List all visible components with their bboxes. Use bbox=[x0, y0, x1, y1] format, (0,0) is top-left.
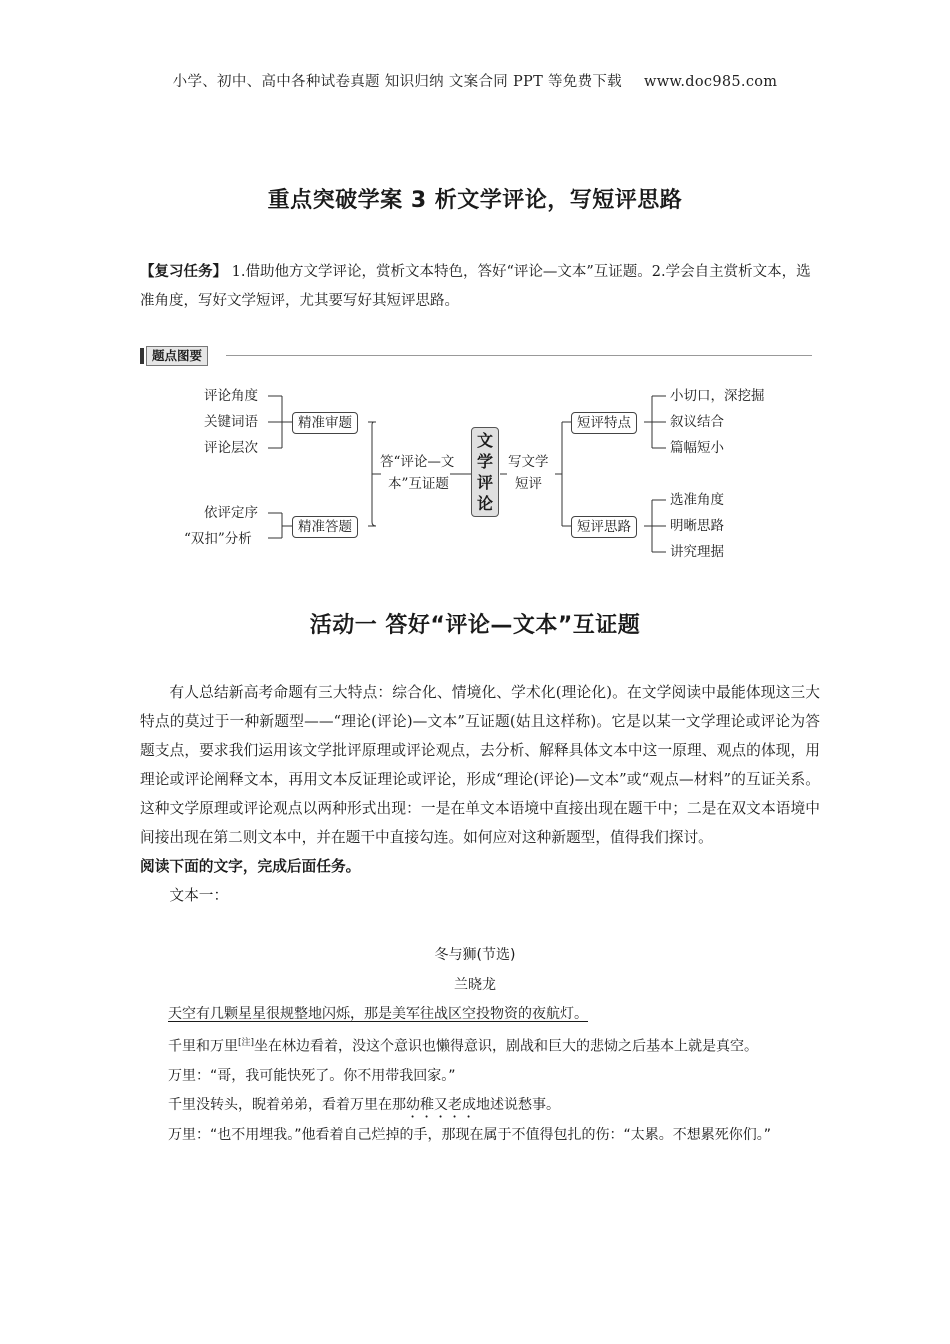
mm-link-left-2: 本”互证题 bbox=[388, 476, 449, 492]
story-text: 千里和万里 bbox=[168, 1038, 238, 1055]
activity-title: 活动一 答好“评论—文本”互证题 bbox=[309, 613, 641, 638]
mm-center-char: 学 bbox=[476, 452, 493, 471]
mm-box-approach: 短评思路 bbox=[571, 516, 637, 538]
section-label: 题点图要 bbox=[146, 346, 208, 366]
story-text: 坐在林边看着，没这个意识也懒得意识，剧战和巨大的悲恸之后基本上就是真空。 bbox=[254, 1038, 759, 1055]
mm-item: 选准角度 bbox=[670, 492, 724, 508]
mm-item: 关键词语 bbox=[204, 414, 258, 430]
mm-item: 讲究理据 bbox=[670, 544, 724, 560]
mind-map bbox=[150, 378, 790, 568]
mm-center-char: 论 bbox=[476, 494, 493, 513]
mm-center-char: 评 bbox=[476, 473, 493, 492]
story-author: 兰晓龙 bbox=[454, 977, 496, 993]
story-paragraph-underlined: 天空有几颗星星很规整地闪烁，那是美军往战区空投物资的夜航灯。 bbox=[168, 1006, 588, 1022]
mm-link-left-1: 答“评论—文 bbox=[380, 454, 455, 470]
mm-item: 评论角度 bbox=[204, 388, 258, 404]
story-text: 千里没转头，睨着弟弟，看着万里在那 bbox=[168, 1096, 406, 1113]
text-label: 文本一： bbox=[169, 887, 229, 904]
mm-item: 篇幅短小 bbox=[670, 440, 724, 456]
mm-link-right-2: 短评 bbox=[515, 476, 542, 492]
story-paragraph bbox=[140, 1029, 820, 1062]
reading-instruction: 阅读下面的文字，完成后面任务。 bbox=[140, 858, 361, 875]
story-paragraph: 万里：“也不用埋我。”他看着自己烂掉的手，那现在属于不值得包扎的伤：“太累。不想累死你们。” bbox=[168, 1126, 772, 1143]
page-header bbox=[0, 70, 950, 91]
story-paragraph: 万里：“哥，我可能快死了。你不用带我回家。” bbox=[168, 1067, 456, 1084]
emphasis-text: 幼稚又老成 bbox=[406, 1096, 476, 1113]
story-text: 地述说愁事。 bbox=[476, 1096, 560, 1113]
story-paragraph bbox=[140, 1091, 820, 1121]
footnote-marker: [注] bbox=[238, 1038, 255, 1048]
story-body bbox=[140, 1000, 820, 1150]
section-bar bbox=[140, 348, 144, 364]
mm-center-char: 文 bbox=[476, 431, 493, 450]
task-tag: 【复习任务】 bbox=[140, 264, 227, 280]
mm-item: 明晰思路 bbox=[670, 518, 724, 534]
header-text: 小学、初中、高中各种试卷真题 知识归纳 文案合同 PPT 等免费下载 bbox=[172, 74, 622, 90]
task-text: 1.借助他方文学评论，赏析文本特色，答好“评论—文本”互证题。2.学会自主赏析文本，选准角度，写好文学短评，尤其要写好其短评思路。 bbox=[140, 264, 811, 309]
mm-item: 小切口，深挖掘 bbox=[670, 388, 765, 404]
review-task bbox=[140, 258, 820, 316]
mm-box-features: 短评特点 bbox=[571, 412, 637, 434]
header-site[interactable]: www.doc985.com bbox=[643, 74, 778, 90]
mm-item: 叙议结合 bbox=[670, 414, 724, 430]
story-title: 冬与狮(节选) bbox=[434, 947, 516, 963]
mm-item: 依评定序 bbox=[204, 505, 258, 521]
page-title: 重点突破学案 3 析文学评论，写短评思路 bbox=[267, 188, 683, 213]
section-rule bbox=[226, 355, 812, 356]
section-header bbox=[140, 346, 812, 366]
intro-paragraph: 有人总结新高考命题有三大特点：综合化、情境化、学术化(理论化)。在文学阅读中最能体现这三大特点的莫过于一种新题型——“理论(评论)—文本”互证题(姑且这样称)。它是以某一文学理论或评论为答题支点，要求我们运用该文学批评原理或评论观点，去分析、解释具体文本中这一原理、观点的体现，用理论或评论阐释文本，再用文本反证理论或评论，形成“理论(评论)—文本”或“观点—材料”的互证关系。这种文学原理或评论观点以两种形式出现：一是在单文本语境中直接出现在题干中；二是在双文本语境中间接出现在第二则文本中，并在题干中直接勾连。如何应对这种新题型，值得我们探讨。 bbox=[140, 684, 820, 846]
intro-section bbox=[140, 678, 820, 910]
mm-box-answer: 精准答题 bbox=[292, 516, 358, 538]
mm-box-review: 精准审题 bbox=[292, 412, 358, 434]
mm-center bbox=[471, 427, 499, 517]
mm-item: “双扣”分析 bbox=[184, 531, 252, 547]
mm-item: 评论层次 bbox=[204, 440, 258, 456]
mm-link-right-1: 写文学 bbox=[508, 454, 549, 470]
